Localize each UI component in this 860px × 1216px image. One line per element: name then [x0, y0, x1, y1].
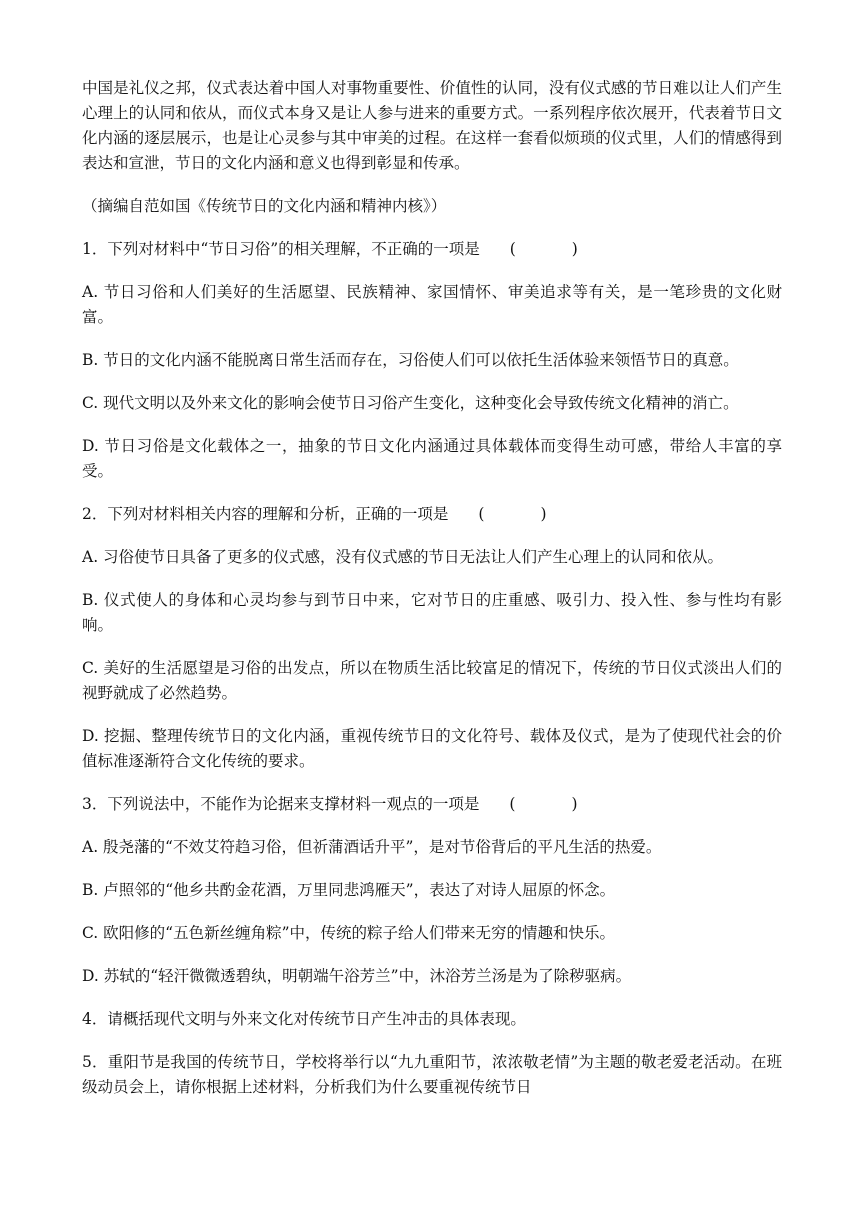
option-a: A. 殷尧藩的“不效艾符趋习俗，但祈蒲酒话升平”，是对节俗背后的平凡生活的热爱。: [82, 838, 662, 856]
answer-blank: ( ): [509, 240, 578, 258]
option-c: C. 美好的生活愿望是习俗的出发点，所以在物质生活比较富足的情况下，传统的节日仪式淡出人们的视野就成了必然趋势。: [82, 659, 782, 702]
question-2: [82, 502, 782, 774]
question-stem: 2．下列对材料相关内容的理解和分析，正确的一项是 ( ): [82, 502, 782, 527]
passage-source: （摘编自范如国《传统节日的文化内涵和精神内核》）: [82, 197, 447, 215]
question-4: 4．请概括现代文明与外来文化对传统节日产生冲击的具体表现。: [82, 1010, 526, 1028]
document-page: [82, 76, 782, 1118]
option-c: C. 现代文明以及外来文化的影响会使节日习俗产生变化，这种变化会导致传统文化精神的消亡。: [82, 394, 739, 412]
option-a: A. 节日习俗和人们美好的生活愿望、民族精神、家国情怀、审美追求等有关，是一笔珍贵的文化财富。: [82, 283, 782, 326]
option-b: B. 仪式使人的身体和心灵均参与到节日中来，它对节日的庄重感、吸引力、投入性、参与性均有影响。: [82, 591, 782, 634]
answer-blank: ( ): [478, 505, 547, 523]
option-b: B. 卢照邻的“他乡共酌金花酒，万里同悲鸿雁天”，表达了对诗人屈原的怀念。: [82, 881, 616, 899]
question-1: [82, 237, 782, 484]
option-d: D. 挖掘、整理传统节日的文化内涵，重视传统节日的文化符号、载体及仪式，是为了使现代社会的价值标准逐渐符合文化传统的要求。: [82, 727, 782, 770]
passage-paragraph: 中国是礼仪之邦，仪式表达着中国人对事物重要性、价值性的认同，没有仪式感的节日难以让人们产生心理上的认同和依从，而仪式本身又是让人参与进来的重要方式。一系列程序依次展开，代表着节日文化内涵的逐层展示，也是让心灵参与其中审美的过程。在这样一套看似烦琐的仪式里，人们的情感得到表达和宣泄，节日的文化内涵和意义也得到彰显和传承。: [82, 79, 782, 172]
question-stem: 1．下列对材料中“节日习俗”的相关理解，不正确的一项是 ( ): [82, 237, 782, 262]
question-3: [82, 792, 782, 989]
question-5: 5．重阳节是我国的传统节日，学校将举行以“九九重阳节，浓浓敬老情”为主题的敬老爱老活动。在班级动员会上，请你根据上述材料，分析我们为什么要重视传统节日: [82, 1053, 782, 1096]
option-c: C. 欧阳修的“五色新丝缠角粽”中，传统的粽子给人们带来无穷的情趣和快乐。: [82, 924, 616, 942]
option-d: D. 节日习俗是文化载体之一，抽象的节日文化内涵通过具体载体而变得生动可感，带给人丰富的享受。: [82, 437, 782, 480]
option-b: B. 节日的文化内涵不能脱离日常生活而存在，习俗使人们可以依托生活体验来领悟节日的真意。: [82, 351, 739, 369]
answer-blank: ( ): [509, 795, 578, 813]
option-d: D. 苏轼的“轻汗微微透碧纨，明朝端午浴芳兰”中，沐浴芳兰汤是为了除秽驱病。: [82, 967, 632, 985]
option-a: A. 习俗使节日具备了更多的仪式感，没有仪式感的节日无法让人们产生心理上的认同和依从。: [82, 548, 724, 566]
question-stem: 3．下列说法中，不能作为论据来支撑材料一观点的一项是 ( ): [82, 792, 782, 817]
